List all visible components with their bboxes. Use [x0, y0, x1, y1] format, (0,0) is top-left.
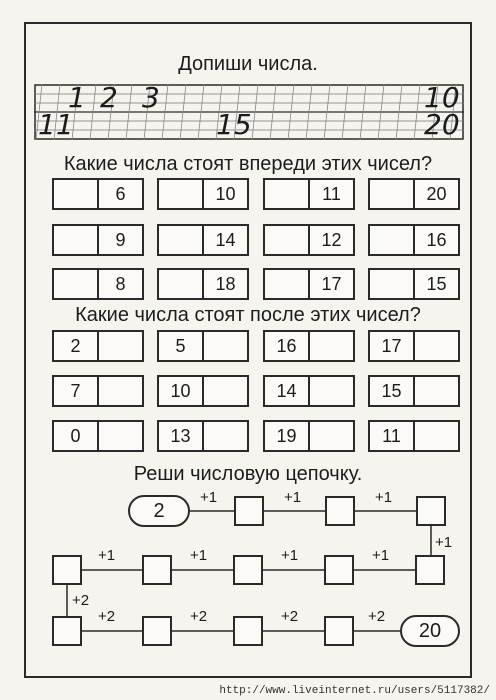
given-number: 8: [97, 270, 142, 298]
given-number: 11: [308, 180, 353, 208]
given-number: 20: [413, 180, 458, 208]
step-label: +2: [72, 592, 90, 609]
given-number: 9: [97, 226, 142, 254]
step-label: +1: [190, 547, 208, 564]
given-number: 10: [202, 180, 247, 208]
given-number: 0: [70, 425, 81, 446]
strip-number: 1: [68, 81, 86, 114]
strip-number: 2: [100, 81, 118, 114]
step-label: +1: [200, 489, 218, 506]
given-number: 19: [276, 425, 297, 446]
chain-box[interactable]: [142, 555, 172, 585]
given-number: 17: [308, 270, 353, 298]
given-number: 11: [382, 425, 401, 446]
chain-box[interactable]: [324, 555, 354, 585]
chain-box[interactable]: [52, 616, 82, 646]
given-number: 14: [276, 380, 297, 401]
chain-box[interactable]: [234, 496, 264, 526]
strip-number: 3: [142, 81, 160, 114]
step-label: +1: [372, 547, 390, 564]
title-fill-numbers: Допиши числа.: [178, 53, 318, 75]
given-number: 15: [413, 270, 458, 298]
strip-number: 20: [424, 108, 460, 141]
chain-box[interactable]: [415, 555, 445, 585]
chain-end: 20: [400, 615, 460, 647]
strip-number: 10: [424, 81, 460, 114]
strip-number: 15: [216, 108, 252, 141]
chain-box[interactable]: [142, 616, 172, 646]
given-number: 7: [70, 380, 81, 401]
given-number: 13: [170, 425, 191, 446]
step-label: +1: [98, 547, 116, 564]
given-number: 17: [381, 335, 402, 356]
chain-box[interactable]: [325, 496, 355, 526]
chain-box[interactable]: [324, 616, 354, 646]
step-label: +1: [281, 547, 299, 564]
step-label: +1: [375, 489, 393, 506]
chain-box[interactable]: [233, 555, 263, 585]
step-label: +2: [98, 608, 116, 625]
title-number-chain: Реши числовую цепочку.: [133, 463, 363, 485]
step-label: +2: [368, 608, 386, 625]
given-number: 16: [413, 226, 458, 254]
given-number: 14: [202, 226, 247, 254]
chain-box[interactable]: [416, 496, 446, 526]
given-number: 12: [308, 226, 353, 254]
given-number: 15: [381, 380, 402, 401]
step-label: +1: [284, 489, 302, 506]
step-label: +2: [281, 608, 299, 625]
step-label: +1: [435, 534, 453, 551]
title-numbers-after: Какие числа стоят после этих чисел?: [75, 304, 421, 326]
given-number: 18: [202, 270, 247, 298]
title-numbers-before: Какие числа стоят впереди этих чисел?: [63, 153, 433, 175]
strip-number: 11: [38, 108, 74, 141]
given-number: 16: [276, 335, 297, 356]
chain-box[interactable]: [52, 555, 82, 585]
chain-start: 2: [128, 495, 190, 527]
chain-box[interactable]: [233, 616, 263, 646]
step-label: +2: [190, 608, 208, 625]
source-url[interactable]: http://www.liveinternet.ru/users/5117382/: [219, 685, 490, 697]
given-number: 10: [170, 380, 191, 401]
given-number: 2: [70, 335, 81, 356]
given-number: 5: [175, 335, 186, 356]
given-number: 6: [97, 180, 142, 208]
